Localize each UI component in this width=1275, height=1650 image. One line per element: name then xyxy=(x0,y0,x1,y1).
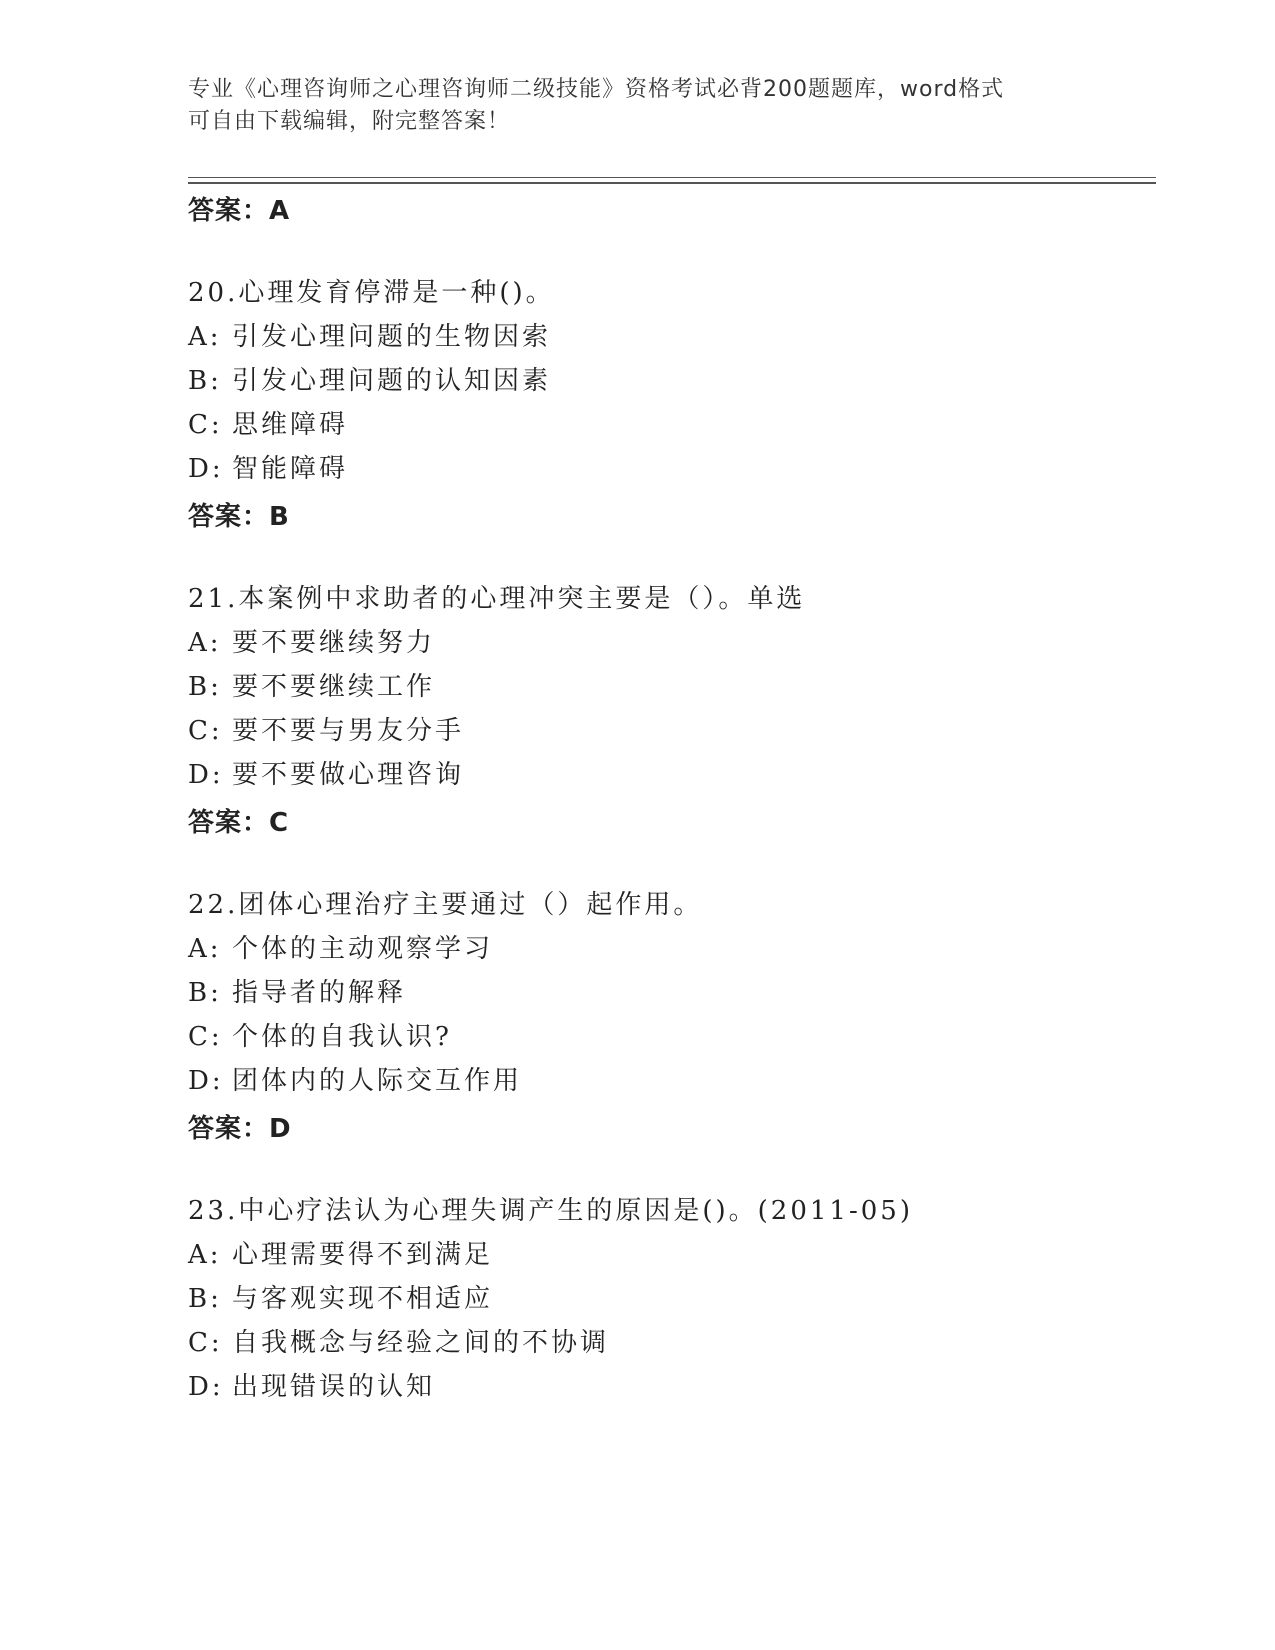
question-21-option-d: D: 要不要做心理咨询 xyxy=(188,760,465,790)
question-23-option-d: D: 出现错误的认知 xyxy=(188,1372,436,1402)
question-20-option-b: B: 引发心理问题的认知因素 xyxy=(188,366,552,396)
question-22-option-a: A: 个体的主动观察学习 xyxy=(188,934,494,964)
question-21-stem: 21.本案例中求助者的心理冲突主要是（）。单选 xyxy=(188,584,806,614)
document-header xyxy=(188,74,1088,138)
question-23-option-b: B: 与客观实现不相适应 xyxy=(188,1284,494,1314)
question-22-stem: 22.团体心理治疗主要通过（）起作用。 xyxy=(188,890,703,920)
question-22-option-d: D: 团体内的人际交互作用 xyxy=(188,1066,523,1096)
question-22-option-c: C: 个体的自我认识? xyxy=(188,1022,452,1052)
header-divider-thin xyxy=(188,177,1156,178)
answer-19: 答案：A xyxy=(188,196,291,226)
answer-22: 答案：D xyxy=(188,1114,292,1144)
question-23-option-a: A: 心理需要得不到满足 xyxy=(188,1240,494,1270)
header-line-1: 专业《心理咨询师之心理咨询师二级技能》资格考试必背200题题库，word格式 xyxy=(188,77,1005,102)
question-23-option-c: C: 自我概念与经验之间的不协调 xyxy=(188,1328,610,1358)
question-20-option-c: C: 思维障碍 xyxy=(188,410,349,440)
answer-21: 答案：C xyxy=(188,808,290,838)
question-20-option-d: D: 智能障碍 xyxy=(188,454,349,484)
header-line-2: 可自由下载编辑，附完整答案！ xyxy=(188,109,511,134)
question-20-option-a: A: 引发心理问题的生物因索 xyxy=(188,322,552,352)
question-21-option-a: A: 要不要继续努力 xyxy=(188,628,436,658)
header-divider-thick xyxy=(188,182,1156,184)
question-20-stem: 20.心理发育停滞是一种()。 xyxy=(188,278,555,308)
answer-20: 答案：B xyxy=(188,502,290,532)
question-21-option-b: B: 要不要继续工作 xyxy=(188,672,436,702)
question-22-option-b: B: 指导者的解释 xyxy=(188,978,407,1008)
question-21-option-c: C: 要不要与男友分手 xyxy=(188,716,465,746)
question-23-stem: 23.中心疗法认为心理失调产生的原因是()。(2011-05) xyxy=(188,1196,913,1226)
